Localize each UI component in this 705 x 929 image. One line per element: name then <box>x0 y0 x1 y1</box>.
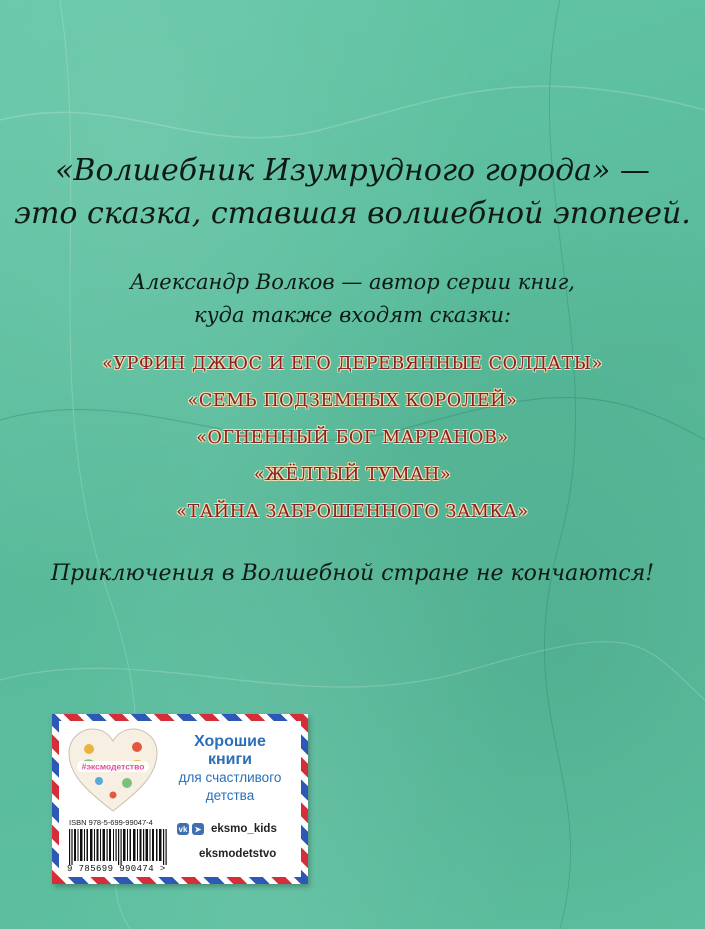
isbn-text: ISBN 978-5-699-99047-4 <box>69 818 153 827</box>
social-handle: eksmo_kids <box>211 823 277 835</box>
series-title-list <box>0 346 705 531</box>
telegram-icon: ➤ <box>192 823 204 835</box>
headline-line-2: это сказка, ставшая волшебной эпопеей. <box>14 196 691 231</box>
barcode-icon <box>69 829 169 865</box>
tagline <box>165 733 295 805</box>
tagline-line-1: Хорошие <box>194 733 266 750</box>
series-title: «ТАЙНА ЗАБРОШЕННОГО ЗАМКА» <box>176 502 529 522</box>
social-row <box>177 821 277 837</box>
publisher-label <box>52 714 308 884</box>
site-handle: eksmodetstvo <box>199 848 277 860</box>
series-title: «ЖЁЛТЫЙ ТУМАН» <box>253 465 452 485</box>
barcode-number: 9 785699 990474 > <box>67 864 166 874</box>
vk-icon: vk <box>178 824 188 834</box>
tagline-line-3: для счастливого <box>178 770 282 785</box>
author-intro-line-1: Александр Волков — автор серии книг, <box>130 270 575 294</box>
series-title: «УРФИН ДЖЮС И ЕГО ДЕРЕВЯННЫЕ СОЛДАТЫ» <box>102 354 603 374</box>
closing-line: Приключения в Волшебной стране не кончаются! <box>50 561 655 586</box>
headline-line-1: «Волшебник Изумрудного города» — <box>55 153 650 188</box>
hashtag-text: #эксмодетство <box>81 761 145 772</box>
author-intro-line-2: куда также входят сказки: <box>193 303 512 327</box>
tagline-line-2: книги <box>207 751 252 768</box>
tagline-line-4: детства <box>205 788 255 803</box>
series-title: «СЕМЬ ПОДЗЕМНЫХ КОРОЛЕЙ» <box>187 391 518 411</box>
series-title: «ОГНЕННЫЙ БОГ МАРРАНОВ» <box>196 428 509 448</box>
heart-logo-icon <box>67 727 159 813</box>
